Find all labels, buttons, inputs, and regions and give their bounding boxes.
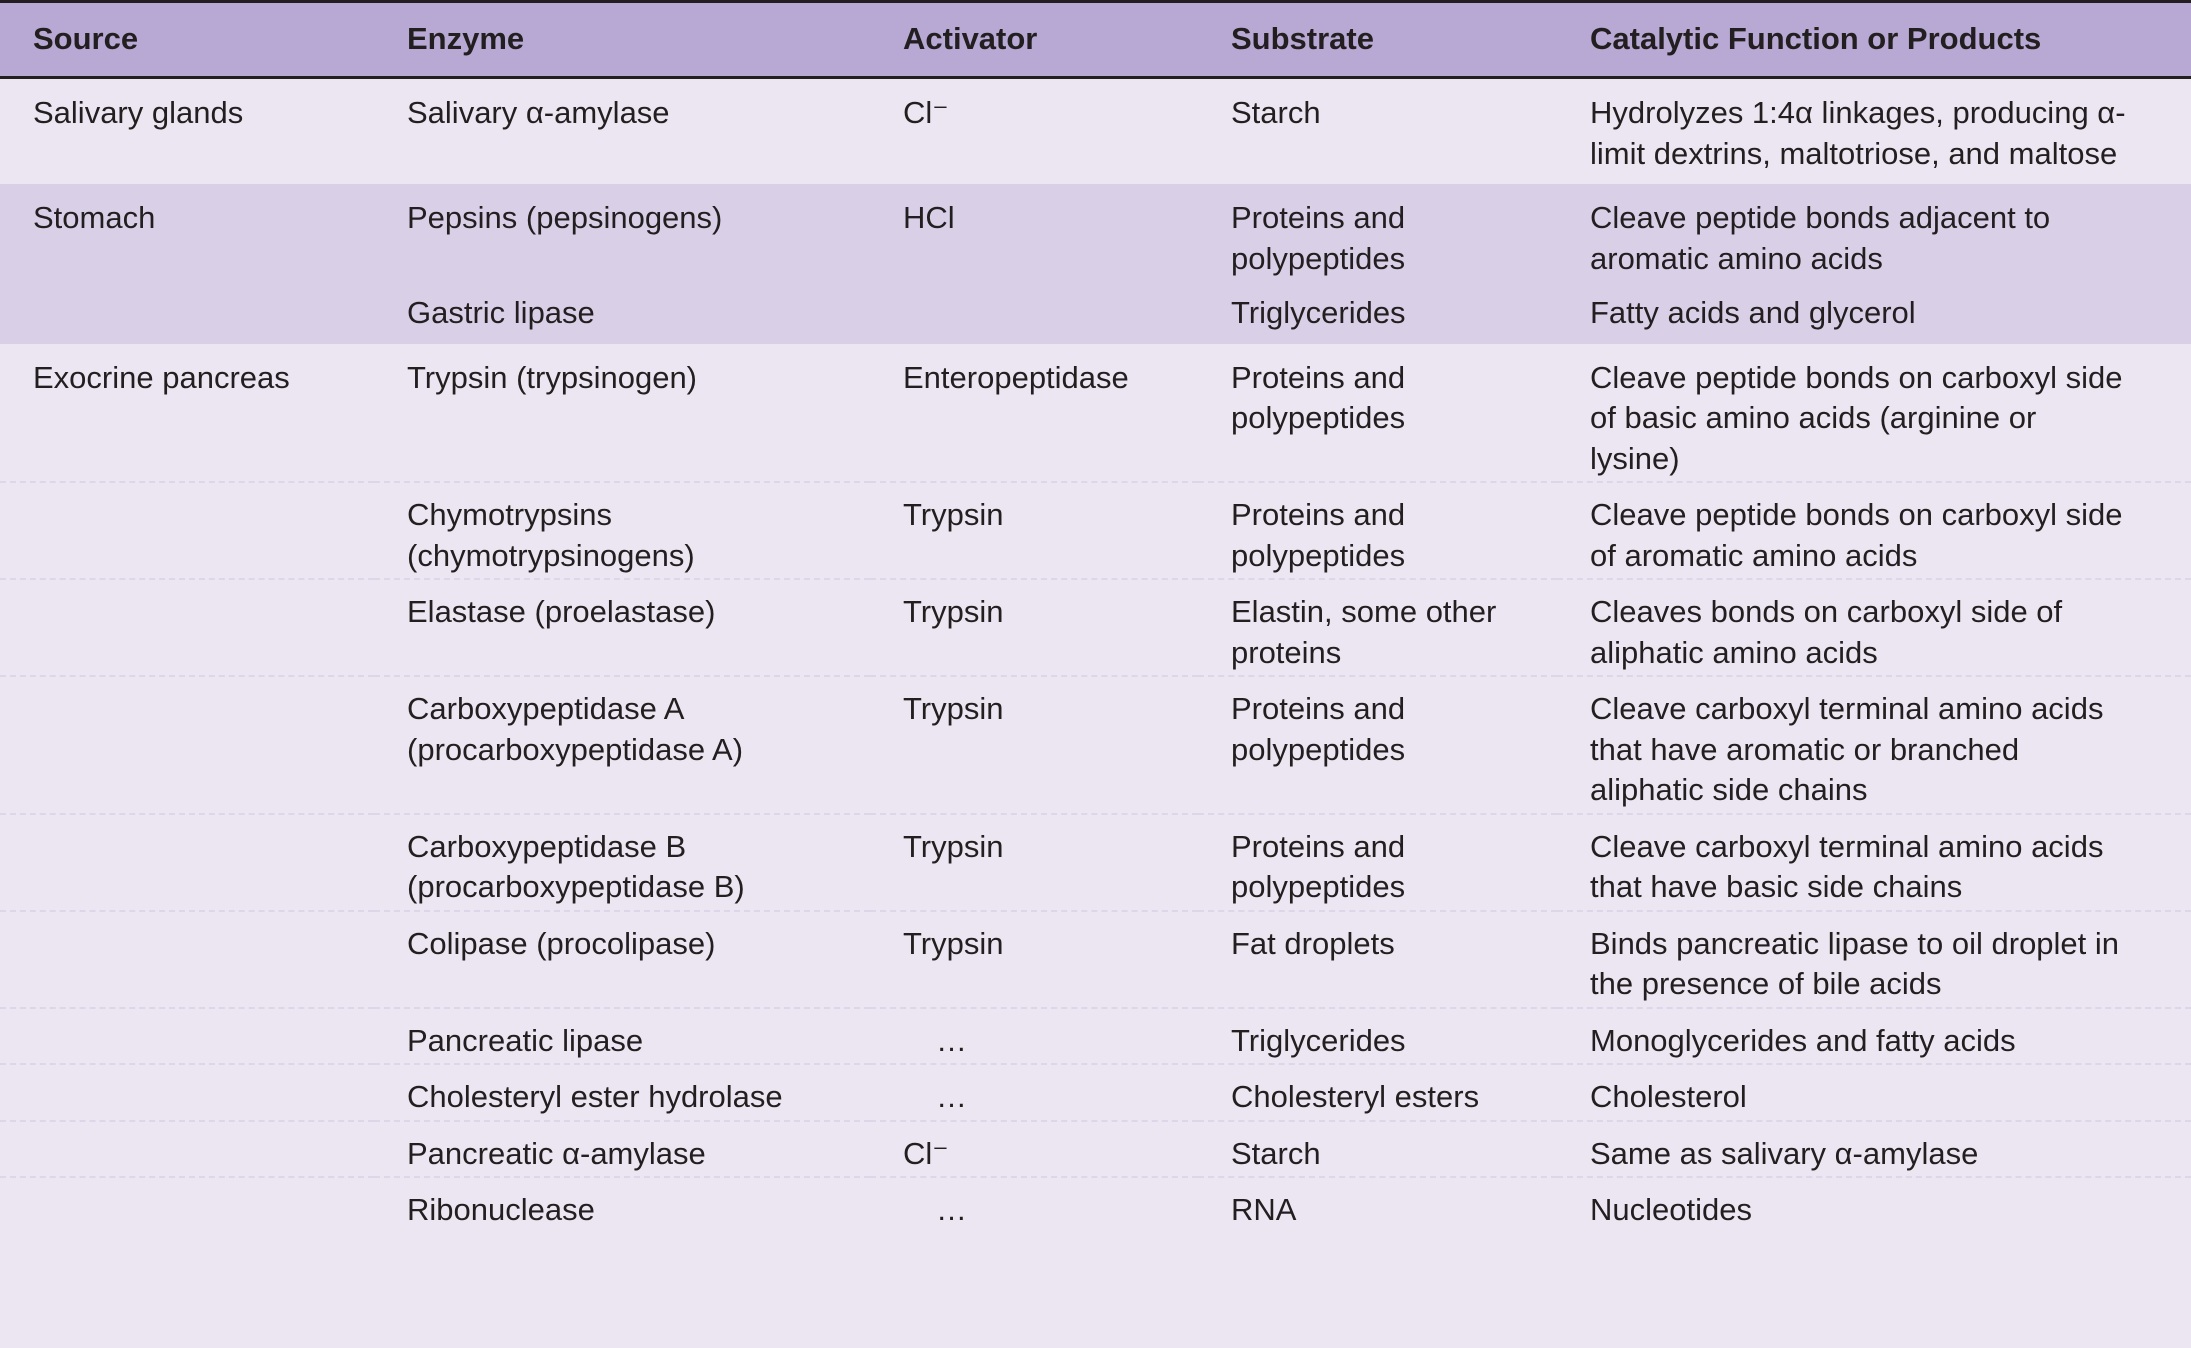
source-cell-empty	[0, 814, 374, 911]
table-header	[0, 2, 2191, 78]
function-cell: Cholesterol	[1557, 1064, 2191, 1121]
table-row	[0, 344, 2191, 483]
substrate-cell: Proteins and polypeptides	[1231, 200, 1406, 276]
substrate-cell: Triglycerides	[1198, 1008, 1557, 1065]
table-row	[0, 1064, 2191, 1121]
function-cell: Cleave peptide bonds adjacent to aromatic amino acids	[1590, 200, 2051, 276]
activator-cell: Enteropeptidase	[903, 359, 1129, 395]
source-cell-empty	[0, 911, 374, 1008]
activator-cell: Trypsin	[870, 482, 1198, 579]
activator-cell	[870, 281, 1198, 344]
substrate-cell: Proteins and polypeptides	[1198, 482, 1557, 579]
column-header-substrate: Substrate	[1231, 21, 1374, 57]
header-row	[0, 2, 2191, 78]
substrate-cell: Proteins and polypeptides	[1231, 359, 1406, 435]
column-header-activator: Activator	[903, 21, 1038, 57]
enzyme-cell: Salivary α-amylase	[407, 95, 670, 130]
function-cell: Fatty acids and glycerol	[1590, 295, 1916, 330]
activator-cell: Cl⁻	[870, 1121, 1198, 1178]
source-cell: Exocrine pancreas	[33, 359, 290, 395]
substrate-cell: Triglycerides	[1231, 295, 1406, 330]
table-row	[0, 1177, 2191, 1241]
source-cell-empty	[0, 1064, 374, 1121]
table-row	[0, 911, 2191, 1008]
source-cell-empty	[0, 281, 374, 344]
function-cell: Nucleotides	[1557, 1177, 2191, 1241]
enzyme-cell: Elastase (proelastase)	[374, 579, 870, 676]
group-salivary-glands	[0, 78, 2191, 185]
enzyme-cell: Pancreatic α-amylase	[374, 1121, 870, 1178]
source-cell: Stomach	[33, 200, 156, 235]
table-row	[0, 78, 2191, 185]
column-header-source: Source	[33, 21, 139, 57]
activator-cell: Trypsin	[870, 814, 1198, 911]
enzyme-cell: Carboxypeptidase B (procarboxypeptidase B)	[374, 814, 870, 911]
function-cell: Monoglycerides and fatty acids	[1557, 1008, 2191, 1065]
function-cell: Cleave carboxyl terminal amino acids that have aromatic or branched aliphatic side chains	[1557, 676, 2191, 814]
enzyme-cell: Carboxypeptidase A (procarboxypeptidase A)	[374, 676, 870, 814]
enzyme-cell: Gastric lipase	[407, 295, 595, 330]
activator-cell: HCl	[903, 200, 955, 235]
activator-cell: Trypsin	[870, 676, 1198, 814]
enzyme-cell: Chymotrypsins (chymotrypsinogens)	[374, 482, 870, 579]
function-cell: Hydrolyzes 1:4α linkages, producing α-limit dextrins, maltotriose, and maltose	[1590, 95, 2126, 171]
source-cell-empty	[0, 1177, 374, 1241]
activator-cell: …	[870, 1008, 1198, 1065]
table-row	[0, 676, 2191, 814]
substrate-cell: Proteins and polypeptides	[1198, 814, 1557, 911]
enzyme-cell: Colipase (procolipase)	[374, 911, 870, 1008]
group-stomach	[0, 184, 2191, 344]
enzyme-cell: Pancreatic lipase	[374, 1008, 870, 1065]
table-row	[0, 281, 2191, 344]
function-cell: Cleave peptide bonds on carboxyl side of aromatic amino acids	[1557, 482, 2191, 579]
function-cell: Cleaves bonds on carboxyl side of aliphatic amino acids	[1557, 579, 2191, 676]
source-cell-empty	[0, 1121, 374, 1178]
table-row	[0, 184, 2191, 281]
activator-cell: Trypsin	[870, 579, 1198, 676]
enzyme-cell: Pepsins (pepsinogens)	[407, 200, 723, 235]
enzyme-cell: Cholesteryl ester hydrolase	[374, 1064, 870, 1121]
table-row	[0, 1008, 2191, 1065]
table-row	[0, 579, 2191, 676]
substrate-cell: Starch	[1198, 1121, 1557, 1178]
source-cell: Salivary glands	[33, 95, 244, 130]
enzyme-cell: Trypsin (trypsinogen)	[407, 359, 698, 395]
function-cell: Same as salivary α-amylase	[1557, 1121, 2191, 1178]
substrate-cell: Cholesteryl esters	[1198, 1064, 1557, 1121]
activator-cell: Cl⁻	[903, 95, 949, 130]
source-cell-empty	[0, 579, 374, 676]
source-cell-empty	[0, 676, 374, 814]
function-cell: Cleave peptide bonds on carboxyl side of basic amino acids (arginine or lysine)	[1590, 359, 2123, 476]
column-header-function: Catalytic Function or Products	[1590, 21, 2042, 57]
activator-cell: …	[870, 1064, 1198, 1121]
substrate-cell: Starch	[1231, 95, 1321, 130]
source-cell-empty	[0, 1008, 374, 1065]
function-cell: Cleave carboxyl terminal amino acids that have basic side chains	[1557, 814, 2191, 911]
enzyme-cell: Ribonuclease	[374, 1177, 870, 1241]
group-exocrine-pancreas	[0, 344, 2191, 1241]
activator-cell: Trypsin	[870, 911, 1198, 1008]
activator-cell: …	[870, 1177, 1198, 1241]
table-row	[0, 1121, 2191, 1178]
table-row	[0, 482, 2191, 579]
substrate-cell: Fat droplets	[1198, 911, 1557, 1008]
function-cell: Binds pancreatic lipase to oil droplet in the presence of bile acids	[1557, 911, 2191, 1008]
substrate-cell: Proteins and polypeptides	[1198, 676, 1557, 814]
column-header-enzyme: Enzyme	[407, 21, 525, 57]
substrate-cell: Elastin, some other proteins	[1198, 579, 1557, 676]
substrate-cell: RNA	[1198, 1177, 1557, 1241]
table-row	[0, 814, 2191, 911]
source-cell-empty	[0, 482, 374, 579]
